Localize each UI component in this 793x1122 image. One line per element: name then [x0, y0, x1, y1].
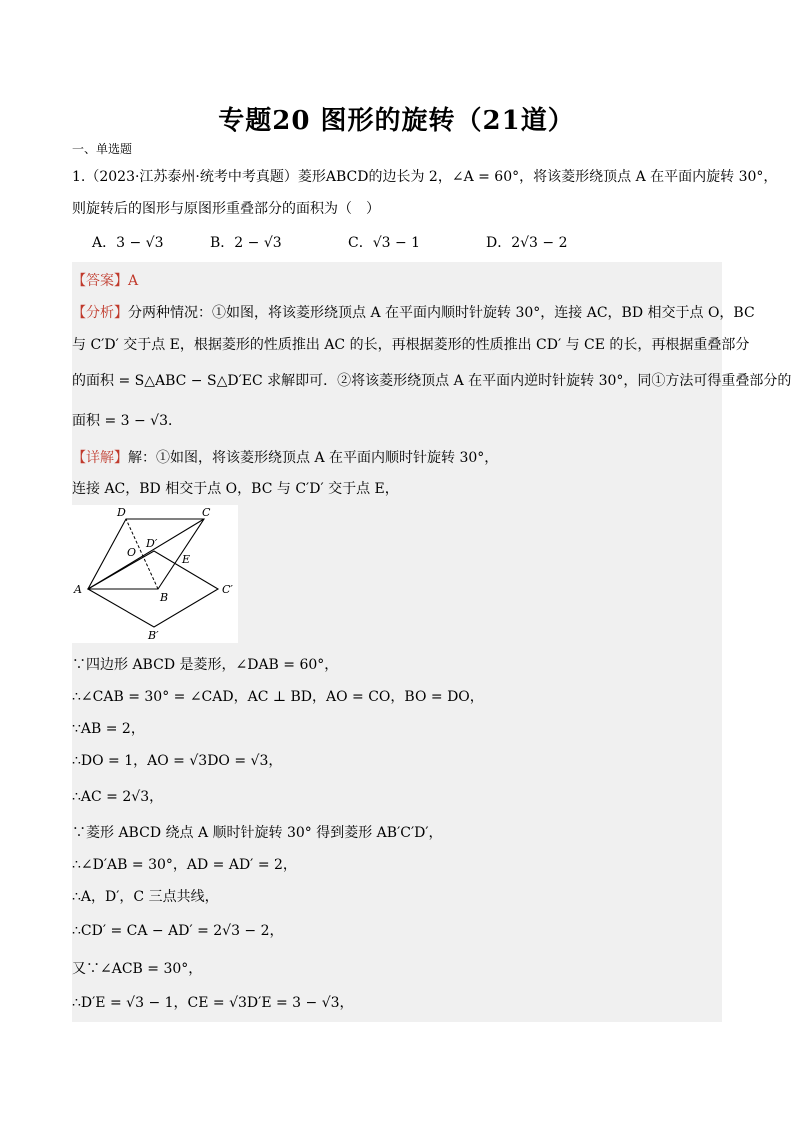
answer-value: A: [128, 273, 139, 289]
step-line: ∵四边形 ABCD 是菱形，∠DAB = 60°，: [72, 657, 339, 673]
step-line: ∴AC = 2√3，: [72, 789, 164, 805]
label-d: D: [117, 506, 126, 519]
analysis-line-2: 与 C′D′ 交于点 E，根据菱形的性质推出 AC 的长，再根据菱形的性质推出 CD′ 与 CE 的长，再根据重叠部分: [72, 337, 750, 353]
step-line: ∴D′E = √3 − 1，CE = √3D′E = 3 − √3，: [72, 995, 354, 1011]
step-line: 又∵∠ACB = 30°，: [72, 961, 203, 977]
option-a: A．3 − √3: [92, 235, 164, 251]
label-b: B: [160, 591, 169, 604]
label-c-prime: C′: [222, 583, 233, 596]
label-a: A: [74, 583, 82, 596]
analysis-text-1: 分两种情况：①如图，将该菱形绕顶点 A 在平面内顺时针旋转 30°，连接 AC，BD 相交于点 O，BC: [128, 305, 755, 321]
answer-line: [72, 270, 138, 290]
label-o: O: [127, 546, 137, 559]
rhombus-figure: [72, 505, 238, 643]
step-line: ∵AB = 2，: [72, 721, 145, 737]
detail-line-1: [72, 447, 498, 467]
step-line: ∴CD′ = CA − AD′ = 2√3 − 2，: [72, 923, 284, 939]
section-heading: 一、单选题: [72, 142, 133, 156]
rhombus-diagram: [72, 505, 238, 643]
analysis-label: 【分析】: [72, 305, 128, 321]
step-line: ∵菱形 ABCD 绕点 A 顺时针旋转 30° 得到菱形 AB′C′D′，: [72, 825, 443, 841]
page-title: 专题20 图形的旋转（21道）: [218, 106, 575, 136]
analysis-line-4: 面积 = 3 − √3．: [72, 413, 182, 429]
question-line-2: 则旋转后的图形与原图形重叠部分的面积为（ ）: [72, 201, 380, 217]
option-b: B．2 − √3: [210, 235, 282, 251]
question-line-1: 1.（2023·江苏泰州·统考中考真题）菱形ABCD的边长为 2，∠A = 60°，将该菱形绕顶点 A 在平面内旋转 30°，: [72, 169, 778, 185]
label-d-prime: D′: [146, 537, 158, 550]
step-line: ∴∠D′AB = 30°，AD = AD′ = 2，: [72, 857, 297, 873]
analysis-line-3: 的面积 = S△ABC − S△D′EC 求解即可．②将该菱形绕顶点 A 在平面内逆时针旋转 30°，同①方法可得重叠部分的: [72, 373, 792, 389]
detail-text-1: 解：①如图，将该菱形绕顶点 A 在平面内顺时针旋转 30°，: [128, 450, 499, 466]
step-line: ∴A，D′，C 三点共线，: [72, 889, 219, 905]
step-line: ∴DO = 1，AO = √3DO = √3，: [72, 753, 283, 769]
answer-label: 【答案】: [72, 273, 128, 289]
detail-line-2: 连接 AC，BD 相交于点 O，BC 与 C′D′ 交于点 E，: [72, 481, 399, 497]
step-line: ∴∠CAB = 30° = ∠CAD，AC ⊥ BD，AO = CO，BO = DO，: [72, 689, 484, 705]
option-d: D．2√3 − 2: [486, 235, 568, 251]
analysis-line-1: [72, 302, 755, 322]
label-b-prime: B′: [148, 629, 159, 642]
option-c: C．√3 − 1: [348, 235, 421, 251]
detail-label: 【详解】: [72, 450, 128, 466]
label-c: C: [202, 506, 211, 519]
label-e: E: [182, 553, 191, 566]
